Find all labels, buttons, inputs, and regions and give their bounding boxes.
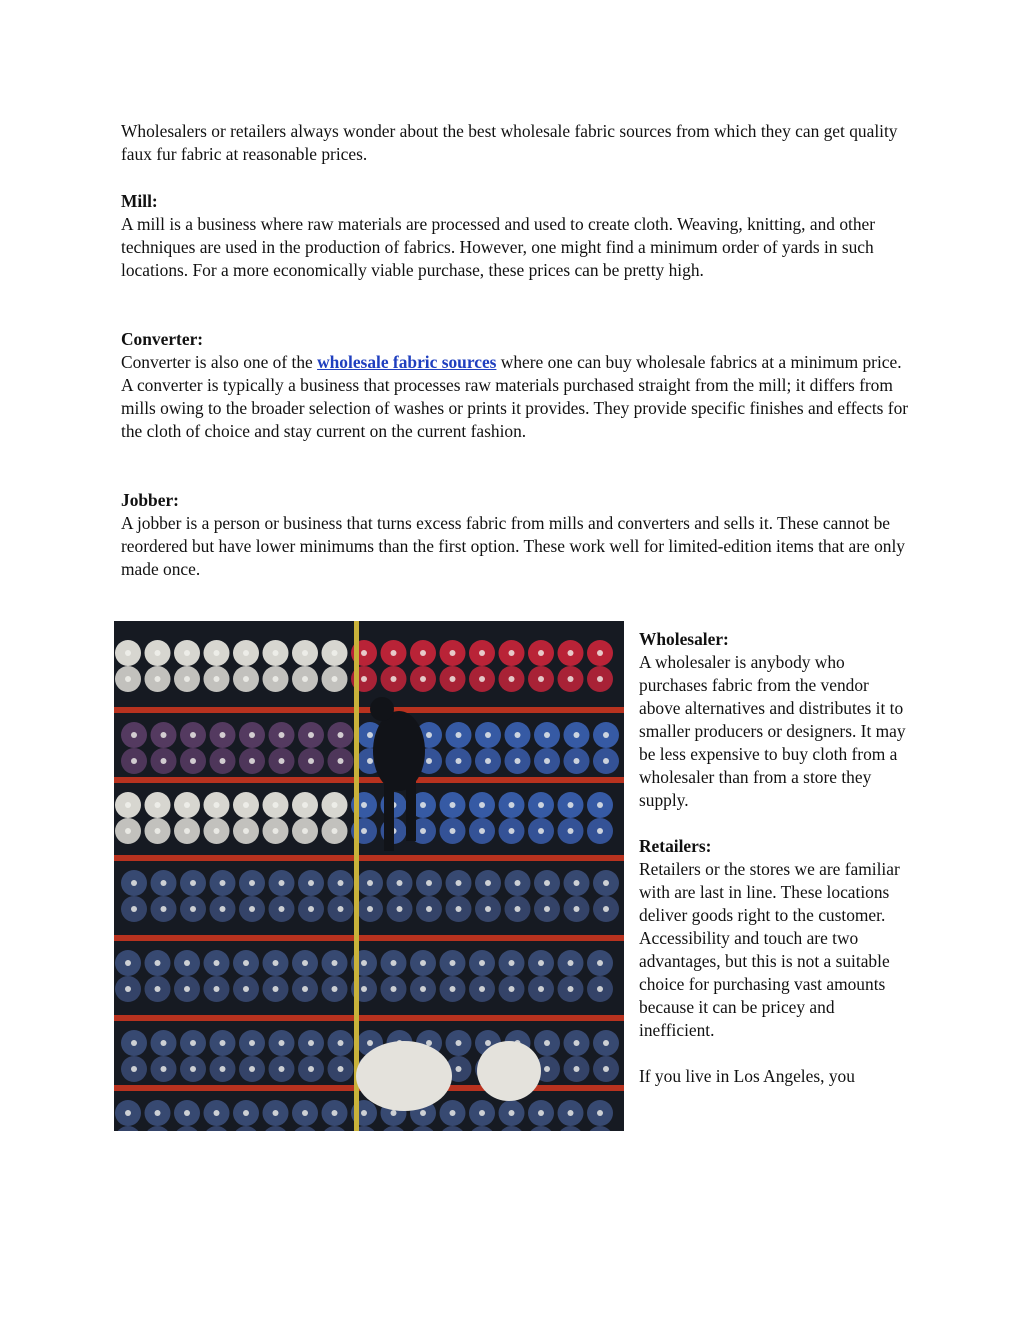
roll-label xyxy=(603,758,609,764)
roll-label xyxy=(279,758,285,764)
roll-label xyxy=(538,960,544,966)
roll-label xyxy=(190,1066,196,1072)
converter-text-after: where one can buy wholesale fabrics at a minimum price. A converter is typically a business that processes raw materials purchased straight from the mill; it differs from mills owing to the broader selection of washes or prints it provides. They provide specific finishes and effects for the cloth of choice and stay current on the current fashion. xyxy=(121,352,909,441)
roll-label xyxy=(361,828,367,834)
roll-label xyxy=(125,676,131,682)
roll-label xyxy=(420,802,426,808)
roll-label xyxy=(479,828,485,834)
roll-label xyxy=(597,1110,603,1116)
roll-label xyxy=(509,676,515,682)
roll-label xyxy=(214,828,220,834)
roll-label xyxy=(243,828,249,834)
roll-label xyxy=(574,906,580,912)
roll-label xyxy=(220,1066,226,1072)
roll-label xyxy=(603,1040,609,1046)
roll-label xyxy=(568,802,574,808)
roll-label xyxy=(391,986,397,992)
roll-label xyxy=(131,880,137,886)
roll-label xyxy=(509,986,515,992)
roll-label xyxy=(391,960,397,966)
roll-label xyxy=(420,650,426,656)
roll-label xyxy=(155,986,161,992)
roll-label xyxy=(161,1040,167,1046)
roll-label xyxy=(338,880,344,886)
roll-label xyxy=(308,906,314,912)
roll-label xyxy=(574,1066,580,1072)
roll-label xyxy=(332,802,338,808)
roll-label xyxy=(420,828,426,834)
roll-label xyxy=(249,758,255,764)
roll-label xyxy=(184,986,190,992)
roll-label xyxy=(184,676,190,682)
roll-label xyxy=(456,758,462,764)
roll-label xyxy=(426,732,432,738)
roll-label xyxy=(220,906,226,912)
roll-label xyxy=(161,880,167,886)
roll-label xyxy=(338,732,344,738)
roll-label xyxy=(125,650,131,656)
roll-label xyxy=(273,802,279,808)
roll-label xyxy=(332,676,338,682)
roll-label xyxy=(568,676,574,682)
roll-label xyxy=(426,758,432,764)
fabric-rolls-warehouse-image xyxy=(114,621,624,1131)
roll-label xyxy=(597,650,603,656)
roll-label xyxy=(273,828,279,834)
person-leg xyxy=(384,781,394,851)
mill-text: A mill is a business where raw materials are processed and used to create cloth. Weaving, knitting, and other techniques are used in the production of fabrics. However, one might find a minimum order of yards in such locations. For a more economically viable purchase, these prices can be pretty high. xyxy=(121,214,876,280)
roll-label xyxy=(155,802,161,808)
roll-label xyxy=(302,802,308,808)
roll-label xyxy=(361,802,367,808)
roll-label xyxy=(302,828,308,834)
roll-label xyxy=(125,1110,131,1116)
shelf-upright xyxy=(354,621,359,1131)
roll-label xyxy=(125,828,131,834)
roll-label xyxy=(279,732,285,738)
roll-label xyxy=(367,906,373,912)
mill-section xyxy=(121,190,911,282)
roll-label xyxy=(597,802,603,808)
roll-label xyxy=(273,650,279,656)
white-fabric-bag xyxy=(477,1041,541,1101)
roll-label xyxy=(131,1040,137,1046)
roll-label xyxy=(426,1040,432,1046)
roll-label xyxy=(603,880,609,886)
roll-label xyxy=(308,1066,314,1072)
roll-label xyxy=(279,880,285,886)
jobber-text: A jobber is a person or business that turns excess fabric from mills and converters and sells it. These cannot be reordered but have lower minimums than the first option. These work well for limited-edition items that are only made once. xyxy=(121,513,905,579)
roll-label xyxy=(214,960,220,966)
roll-label xyxy=(597,960,603,966)
roll-label xyxy=(249,1066,255,1072)
paragraph-spacer xyxy=(639,1042,909,1065)
roll-label xyxy=(220,880,226,886)
wholesale-fabric-sources-link[interactable]: wholesale fabric sources xyxy=(317,352,497,372)
roll-label xyxy=(131,1066,137,1072)
roll-label xyxy=(479,802,485,808)
roll-label xyxy=(338,1066,344,1072)
roll-label xyxy=(161,732,167,738)
roll-label xyxy=(568,650,574,656)
roll-label xyxy=(184,960,190,966)
roll-label xyxy=(220,732,226,738)
closing-text: If you live in Los Angeles, you xyxy=(639,1066,855,1086)
roll-label xyxy=(603,1066,609,1072)
roll-label xyxy=(184,828,190,834)
roll-label xyxy=(273,960,279,966)
roll-label xyxy=(125,986,131,992)
roll-label xyxy=(273,986,279,992)
roll-label xyxy=(485,1040,491,1046)
roll-label xyxy=(544,1066,550,1072)
roll-label xyxy=(308,732,314,738)
roll-label xyxy=(509,1110,515,1116)
roll-label xyxy=(279,906,285,912)
mill-heading: Mill: xyxy=(121,191,158,211)
intro-text: Wholesalers or retailers always wonder about the best wholesale fabric sources from which they can get quality faux fur fabric at reasonable prices. xyxy=(121,121,898,164)
shelf-beam xyxy=(114,777,624,783)
roll-label xyxy=(161,758,167,764)
roll-label xyxy=(302,650,308,656)
roll-label xyxy=(515,758,521,764)
converter-text xyxy=(121,351,911,443)
roll-label xyxy=(308,880,314,886)
roll-label xyxy=(273,1110,279,1116)
side-column xyxy=(639,628,909,1088)
roll-label xyxy=(603,732,609,738)
roll-label xyxy=(544,732,550,738)
roll-label xyxy=(243,1110,249,1116)
roll-label xyxy=(538,650,544,656)
roll-label xyxy=(125,960,131,966)
roll-label xyxy=(302,986,308,992)
roll-label xyxy=(367,732,373,738)
roll-label xyxy=(450,802,456,808)
roll-label xyxy=(479,1110,485,1116)
roll-label xyxy=(184,802,190,808)
roll-label xyxy=(131,758,137,764)
roll-label xyxy=(574,1040,580,1046)
roll-label xyxy=(538,986,544,992)
roll-label xyxy=(190,732,196,738)
roll-label xyxy=(361,650,367,656)
roll-label xyxy=(155,828,161,834)
retailers-heading: Retailers: xyxy=(639,836,712,856)
roll-label xyxy=(332,1110,338,1116)
roll-label xyxy=(450,960,456,966)
roll-label xyxy=(479,986,485,992)
roll-label xyxy=(597,828,603,834)
roll-label xyxy=(361,676,367,682)
roll-label xyxy=(161,1066,167,1072)
roll-label xyxy=(190,880,196,886)
roll-label xyxy=(155,1110,161,1116)
roll-label xyxy=(184,1110,190,1116)
roll-label xyxy=(302,960,308,966)
roll-label xyxy=(538,802,544,808)
roll-label xyxy=(456,906,462,912)
roll-label xyxy=(603,906,609,912)
shelf-beam xyxy=(114,707,624,713)
roll-label xyxy=(214,676,220,682)
roll-label xyxy=(190,906,196,912)
shelf-beam xyxy=(114,1015,624,1021)
white-fabric-bag xyxy=(356,1041,452,1111)
roll-label xyxy=(214,986,220,992)
roll-label xyxy=(391,650,397,656)
roll-label xyxy=(426,880,432,886)
shelf-beam xyxy=(114,855,624,861)
roll-label xyxy=(397,906,403,912)
roll-label xyxy=(538,676,544,682)
shelf-beam xyxy=(114,935,624,941)
roll-label xyxy=(574,732,580,738)
roll-label xyxy=(220,1040,226,1046)
roll-label xyxy=(367,758,373,764)
roll-label xyxy=(391,1110,397,1116)
roll-label xyxy=(125,802,131,808)
roll-label xyxy=(155,960,161,966)
roll-label xyxy=(544,906,550,912)
fabric-rolls-photo xyxy=(114,621,624,1131)
roll-label xyxy=(450,1110,456,1116)
roll-label xyxy=(249,880,255,886)
roll-label xyxy=(485,906,491,912)
wholesaler-text: A wholesaler is anybody who purchases fabric from the vendor above alternatives and distributes it to smaller producers or designers. It may be less expensive to buy cloth from a wholesaler than from a store they supply. xyxy=(639,652,906,810)
roll-label xyxy=(450,650,456,656)
roll-label xyxy=(485,758,491,764)
paragraph-spacer xyxy=(639,812,909,835)
roll-label xyxy=(420,986,426,992)
roll-label xyxy=(515,880,521,886)
roll-label xyxy=(243,986,249,992)
roll-label xyxy=(155,650,161,656)
roll-label xyxy=(515,732,521,738)
roll-label xyxy=(509,802,515,808)
roll-label xyxy=(485,880,491,886)
person-silhouette xyxy=(373,711,425,791)
roll-label xyxy=(391,676,397,682)
roll-label xyxy=(538,1110,544,1116)
roll-label xyxy=(302,676,308,682)
roll-label xyxy=(361,960,367,966)
roll-label xyxy=(220,758,226,764)
roll-label xyxy=(214,802,220,808)
roll-label xyxy=(479,960,485,966)
roll-label xyxy=(302,1110,308,1116)
roll-label xyxy=(597,676,603,682)
roll-label xyxy=(338,1040,344,1046)
roll-label xyxy=(367,880,373,886)
roll-label xyxy=(456,1066,462,1072)
roll-label xyxy=(509,828,515,834)
roll-label xyxy=(184,650,190,656)
retailers-text: Retailers or the stores we are familiar with are last in line. These locations deliver goods right to the customer. Accessibility and touch are two advantages, but this is not a suitable choice for purchasing vast amounts because it can be pricey and inefficient. xyxy=(639,859,900,1040)
roll-label xyxy=(361,1110,367,1116)
roll-label xyxy=(479,650,485,656)
converter-section xyxy=(121,328,911,443)
roll-label xyxy=(249,1040,255,1046)
roll-label xyxy=(243,650,249,656)
roll-label xyxy=(131,906,137,912)
roll-label xyxy=(426,906,432,912)
roll-label xyxy=(509,650,515,656)
roll-label xyxy=(367,1040,373,1046)
roll-label xyxy=(161,906,167,912)
roll-label xyxy=(273,676,279,682)
roll-label xyxy=(450,986,456,992)
roll-label xyxy=(574,880,580,886)
converter-heading: Converter: xyxy=(121,329,204,349)
roll-label xyxy=(544,758,550,764)
roll-label xyxy=(456,732,462,738)
jobber-heading: Jobber: xyxy=(121,490,179,510)
person-head xyxy=(370,697,394,721)
roll-label xyxy=(456,1040,462,1046)
roll-label xyxy=(332,650,338,656)
roll-label xyxy=(515,906,521,912)
roll-label xyxy=(338,906,344,912)
roll-label xyxy=(338,758,344,764)
roll-label xyxy=(332,828,338,834)
roll-label xyxy=(214,1110,220,1116)
roll-label xyxy=(568,986,574,992)
roll-label xyxy=(597,986,603,992)
roll-label xyxy=(279,1066,285,1072)
roll-label xyxy=(420,676,426,682)
roll-label xyxy=(509,960,515,966)
roll-label xyxy=(243,960,249,966)
roll-label xyxy=(479,676,485,682)
roll-label xyxy=(361,986,367,992)
roll-label xyxy=(544,1040,550,1046)
roll-label xyxy=(243,802,249,808)
roll-label xyxy=(249,732,255,738)
converter-text-before: Converter is also one of the xyxy=(121,352,318,372)
roll-label xyxy=(568,960,574,966)
roll-label xyxy=(190,1040,196,1046)
roll-label xyxy=(568,1110,574,1116)
roll-label xyxy=(279,1040,285,1046)
roll-label xyxy=(190,758,196,764)
roll-label xyxy=(568,828,574,834)
roll-label xyxy=(308,758,314,764)
roll-label xyxy=(456,880,462,886)
wholesaler-heading: Wholesaler: xyxy=(639,629,729,649)
roll-label xyxy=(332,960,338,966)
roll-label xyxy=(450,676,456,682)
roll-label xyxy=(332,986,338,992)
roll-label xyxy=(485,732,491,738)
roll-label xyxy=(243,676,249,682)
roll-label xyxy=(214,650,220,656)
roll-label xyxy=(397,880,403,886)
roll-label xyxy=(249,906,255,912)
roll-label xyxy=(450,828,456,834)
roll-label xyxy=(544,880,550,886)
person-leg xyxy=(406,781,416,841)
roll-label xyxy=(155,676,161,682)
roll-label xyxy=(308,1040,314,1046)
roll-label xyxy=(420,960,426,966)
roll-label xyxy=(574,758,580,764)
intro-paragraph xyxy=(121,120,911,166)
jobber-section xyxy=(121,489,911,581)
roll-label xyxy=(538,828,544,834)
roll-label xyxy=(420,1110,426,1116)
roll-label xyxy=(131,732,137,738)
